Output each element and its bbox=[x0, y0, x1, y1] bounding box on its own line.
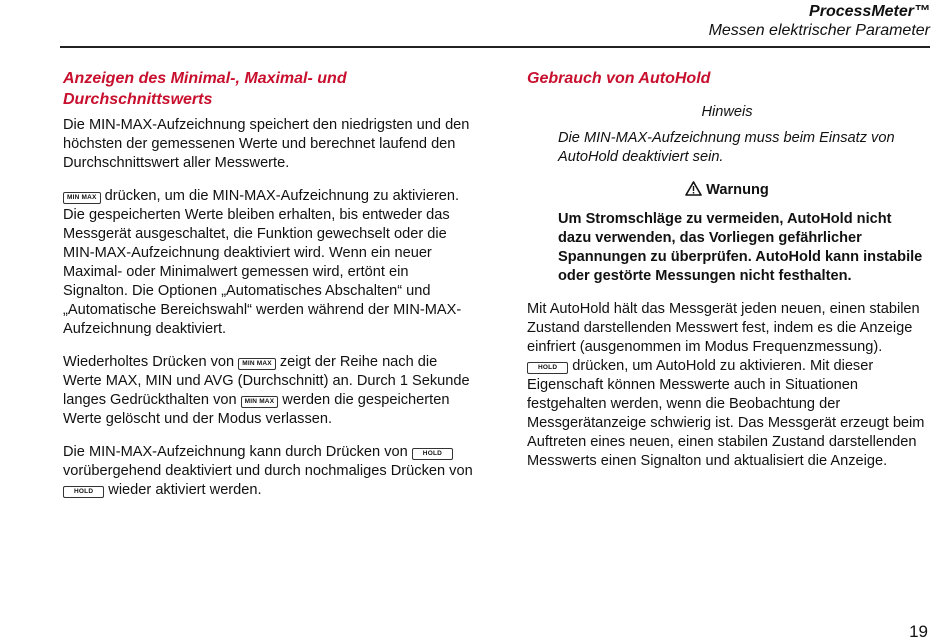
left-paragraph-4-text-a: Die MIN-MAX-Aufzeichnung kann durch Drücken von bbox=[63, 444, 412, 460]
left-paragraph-2-text: drücken, um die MIN-MAX-Aufzeichnung zu aktivieren. Die gespeicherten Werte bleiben erhalten, bis entweder das Messgerät ausgeschaltet, die Funktion gewechselt oder die MIN-MAX-Aufzeichnung deaktiviert wird. Wenn ein neuer Maximal- oder Minimalwert gemessen wird, ertönt ein Signalton. Die Optionen „Automatisches Abschalten“ und „Automatische Bereichswahl“ werden während der MIN-MAX-Aufzeichnung deaktiviert. bbox=[63, 188, 462, 337]
left-paragraph-4 bbox=[63, 443, 473, 500]
minmax-key-icon: MIN MAX bbox=[63, 192, 101, 204]
right-column bbox=[527, 68, 927, 485]
left-paragraph-3-text-a: Wiederholtes Drücken von bbox=[63, 354, 239, 370]
minmax-key-icon: MIN MAX bbox=[238, 358, 276, 370]
product-name: ProcessMeter™ bbox=[809, 3, 930, 20]
left-paragraph-2 bbox=[63, 187, 473, 339]
section-title: Messen elektrischer Parameter bbox=[708, 22, 930, 39]
left-paragraph-1: Die MIN-MAX-Aufzeichnung speichert den niedrigsten und den höchsten der gemessenen Werte und berechnet laufend den Durchschnittswert aller Messwerte. bbox=[63, 117, 470, 171]
left-paragraph-4-text-b: vorübergehend deaktiviert und durch nochmaliges Drücken von bbox=[63, 463, 473, 479]
right-paragraph-1-text-b: drücken, um AutoHold zu aktivieren. Mit dieser Eigenschaft können Messwerte auch in Situationen festgehalten werden, wenn die Beobachtung der Messgerätanzeige schwierig ist. Das Messgerät erzeugt beim Auftreten eines neuen, einen stabilen Zustand darstellenden Messwerts einen Signalton und aktualisiert die Anzeige. bbox=[527, 358, 925, 469]
note-title: Hinweis bbox=[701, 104, 753, 120]
header-rule bbox=[60, 46, 930, 48]
warning-text: Um Stromschläge zu vermeiden, AutoHold nicht dazu verwenden, das Vorliegen gefährlicher Spannungen zu überprüfen. AutoHold kann instabile oder gestörte Messungen nicht festhalten. bbox=[558, 211, 923, 284]
warning-triangle-icon bbox=[685, 181, 702, 202]
left-paragraph-3-text-b: zeigt der Reihe nach die Werte MAX, MIN und AVG (Durchschnitt) an. Durch 1 Sekunde langes Gedrückthalten von bbox=[63, 354, 470, 408]
hold-key-icon: HOLD bbox=[63, 486, 104, 498]
left-paragraph-4-text-c: wieder aktiviert werden. bbox=[104, 482, 262, 498]
page-header bbox=[709, 3, 930, 41]
minmax-key-icon: MIN MAX bbox=[241, 396, 279, 408]
left-paragraph-3 bbox=[63, 353, 473, 429]
left-column bbox=[63, 68, 473, 514]
hold-key-icon: HOLD bbox=[527, 362, 568, 374]
right-paragraph-1 bbox=[527, 300, 927, 471]
left-heading: Anzeigen des Minimal-, Maximal- und Durchschnittswerts bbox=[63, 70, 347, 108]
page-number: 19 bbox=[909, 622, 928, 641]
warning-title: Warnung bbox=[706, 182, 769, 198]
left-paragraph-3-text-c: werden die gespeicherten Werte gelöscht und der Modus verlassen. bbox=[63, 392, 450, 427]
hold-key-icon: HOLD bbox=[412, 448, 453, 460]
warning-title-row bbox=[527, 181, 927, 202]
right-heading: Gebrauch von AutoHold bbox=[527, 70, 711, 87]
right-paragraph-1-text-a: Mit AutoHold hält das Messgerät jeden neuen, einen stabilen Zustand darstellenden Messwert fest, indem es die Anzeige einfriert (ausgenommen im Modus Frequenzmessung). bbox=[527, 301, 920, 355]
note-text: Die MIN-MAX-Aufzeichnung muss beim Einsatz von AutoHold deaktiviert sein. bbox=[558, 130, 895, 165]
